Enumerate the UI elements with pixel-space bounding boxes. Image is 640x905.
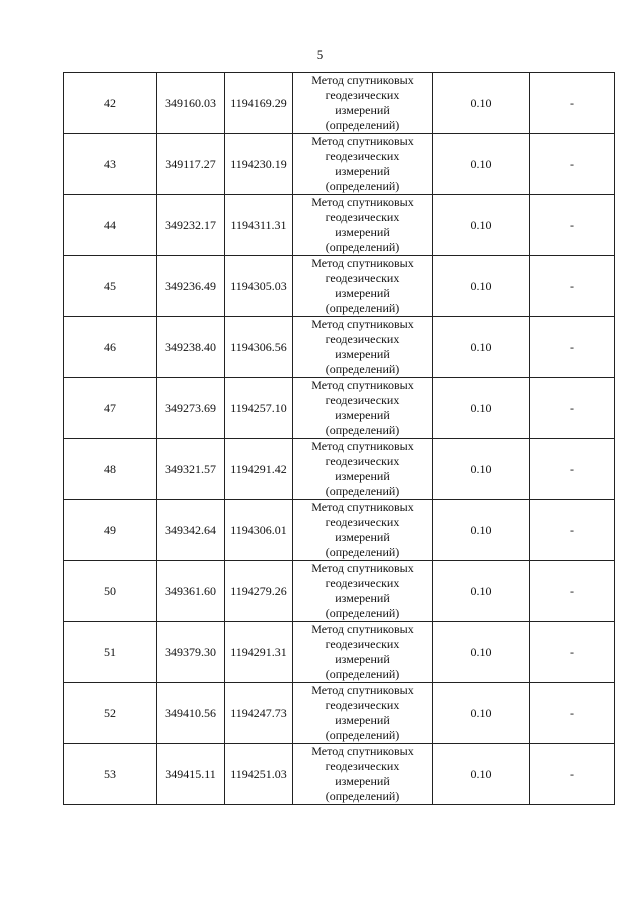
y-coordinate-cell: 1194251.03 <box>225 744 293 805</box>
method-line: геодезических <box>325 271 400 285</box>
point-number-cell: 48 <box>64 439 157 500</box>
x-coordinate-cell: 349117.27 <box>157 134 225 195</box>
description-cell: - <box>530 73 615 134</box>
method-line: измерений <box>335 225 390 239</box>
accuracy-cell: 0.10 <box>433 256 530 317</box>
method-line: Метод спутниковых <box>311 622 414 636</box>
method-cell <box>293 622 433 683</box>
method-line: Метод спутниковых <box>311 744 414 758</box>
accuracy-cell: 0.10 <box>433 73 530 134</box>
coordinates-table <box>63 72 615 805</box>
y-coordinate-cell: 1194305.03 <box>225 256 293 317</box>
method-line: измерений <box>335 469 390 483</box>
method-line: геодезических <box>325 515 400 529</box>
method-line: (определений) <box>325 240 400 254</box>
method-line: измерений <box>335 286 390 300</box>
table-row <box>64 500 615 561</box>
method-line: измерений <box>335 774 390 788</box>
method-line: (определений) <box>325 667 400 681</box>
method-line: измерений <box>335 652 390 666</box>
y-coordinate-cell: 1194230.19 <box>225 134 293 195</box>
method-cell <box>293 195 433 256</box>
point-number-cell: 42 <box>64 73 157 134</box>
point-number-cell: 47 <box>64 378 157 439</box>
method-cell <box>293 73 433 134</box>
description-cell: - <box>530 378 615 439</box>
method-cell <box>293 744 433 805</box>
point-number-cell: 49 <box>64 500 157 561</box>
accuracy-cell: 0.10 <box>433 195 530 256</box>
y-coordinate-cell: 1194257.10 <box>225 378 293 439</box>
description-cell: - <box>530 195 615 256</box>
method-line: измерений <box>335 530 390 544</box>
point-number-cell: 53 <box>64 744 157 805</box>
description-cell: - <box>530 500 615 561</box>
description-cell: - <box>530 256 615 317</box>
accuracy-cell: 0.10 <box>433 622 530 683</box>
accuracy-cell: 0.10 <box>433 683 530 744</box>
table-row <box>64 256 615 317</box>
point-number-cell: 50 <box>64 561 157 622</box>
method-line: (определений) <box>325 484 400 498</box>
x-coordinate-cell: 349342.64 <box>157 500 225 561</box>
y-coordinate-cell: 1194169.29 <box>225 73 293 134</box>
method-cell <box>293 439 433 500</box>
x-coordinate-cell: 349273.69 <box>157 378 225 439</box>
table-row <box>64 378 615 439</box>
x-coordinate-cell: 349160.03 <box>157 73 225 134</box>
method-line: (определений) <box>325 545 400 559</box>
table-row <box>64 134 615 195</box>
accuracy-cell: 0.10 <box>433 744 530 805</box>
description-cell: - <box>530 622 615 683</box>
method-line: (определений) <box>325 423 400 437</box>
y-coordinate-cell: 1194279.26 <box>225 561 293 622</box>
method-line: Метод спутниковых <box>311 500 414 514</box>
point-number-cell: 52 <box>64 683 157 744</box>
table-row <box>64 73 615 134</box>
method-line: геодезических <box>325 698 400 712</box>
description-cell: - <box>530 683 615 744</box>
point-number-cell: 43 <box>64 134 157 195</box>
x-coordinate-cell: 349361.60 <box>157 561 225 622</box>
x-coordinate-cell: 349415.11 <box>157 744 225 805</box>
method-cell <box>293 683 433 744</box>
table-row <box>64 683 615 744</box>
method-line: (определений) <box>325 362 400 376</box>
page-number: 5 <box>316 47 324 62</box>
y-coordinate-cell: 1194247.73 <box>225 683 293 744</box>
method-line: Метод спутниковых <box>311 73 414 87</box>
point-number-cell: 51 <box>64 622 157 683</box>
method-line: геодезических <box>325 454 400 468</box>
method-cell <box>293 317 433 378</box>
method-line: (определений) <box>325 728 400 742</box>
table-row <box>64 317 615 378</box>
method-cell <box>293 378 433 439</box>
description-cell: - <box>530 317 615 378</box>
accuracy-cell: 0.10 <box>433 378 530 439</box>
description-cell: - <box>530 439 615 500</box>
method-line: Метод спутниковых <box>311 317 414 331</box>
accuracy-cell: 0.10 <box>433 500 530 561</box>
method-cell <box>293 134 433 195</box>
table-row <box>64 439 615 500</box>
method-line: Метод спутниковых <box>311 195 414 209</box>
x-coordinate-cell: 349238.40 <box>157 317 225 378</box>
method-line: измерений <box>335 591 390 605</box>
method-line: (определений) <box>325 179 400 193</box>
method-line: геодезических <box>325 210 400 224</box>
method-line: измерений <box>335 103 390 117</box>
method-line: (определений) <box>325 301 400 315</box>
table-row <box>64 744 615 805</box>
point-number-cell: 45 <box>64 256 157 317</box>
method-line: Метод спутниковых <box>311 256 414 270</box>
method-line: (определений) <box>325 118 400 132</box>
y-coordinate-cell: 1194291.42 <box>225 439 293 500</box>
x-coordinate-cell: 349410.56 <box>157 683 225 744</box>
y-coordinate-cell: 1194311.31 <box>225 195 293 256</box>
method-line: геодезических <box>325 576 400 590</box>
accuracy-cell: 0.10 <box>433 439 530 500</box>
method-line: геодезических <box>325 393 400 407</box>
point-number-cell: 44 <box>64 195 157 256</box>
accuracy-cell: 0.10 <box>433 561 530 622</box>
method-line: (определений) <box>325 606 400 620</box>
x-coordinate-cell: 349236.49 <box>157 256 225 317</box>
method-line: измерений <box>335 347 390 361</box>
method-line: измерений <box>335 164 390 178</box>
method-line: геодезических <box>325 759 400 773</box>
method-line: Метод спутниковых <box>311 439 414 453</box>
coordinates-table-body <box>64 73 615 805</box>
method-line: геодезических <box>325 88 400 102</box>
method-cell <box>293 561 433 622</box>
description-cell: - <box>530 744 615 805</box>
method-line: геодезических <box>325 637 400 651</box>
table-row <box>64 561 615 622</box>
table-row <box>64 622 615 683</box>
method-line: измерений <box>335 713 390 727</box>
point-number-cell: 46 <box>64 317 157 378</box>
x-coordinate-cell: 349232.17 <box>157 195 225 256</box>
method-line: Метод спутниковых <box>311 561 414 575</box>
method-line: (определений) <box>325 789 400 803</box>
method-line: геодезических <box>325 332 400 346</box>
table-row <box>64 195 615 256</box>
method-line: Метод спутниковых <box>311 683 414 697</box>
x-coordinate-cell: 349321.57 <box>157 439 225 500</box>
accuracy-cell: 0.10 <box>433 317 530 378</box>
y-coordinate-cell: 1194306.56 <box>225 317 293 378</box>
accuracy-cell: 0.10 <box>433 134 530 195</box>
method-line: геодезических <box>325 149 400 163</box>
method-cell <box>293 256 433 317</box>
method-cell <box>293 500 433 561</box>
method-line: измерений <box>335 408 390 422</box>
method-line: Метод спутниковых <box>311 134 414 148</box>
x-coordinate-cell: 349379.30 <box>157 622 225 683</box>
description-cell: - <box>530 134 615 195</box>
y-coordinate-cell: 1194306.01 <box>225 500 293 561</box>
description-cell: - <box>530 561 615 622</box>
y-coordinate-cell: 1194291.31 <box>225 622 293 683</box>
method-line: Метод спутниковых <box>311 378 414 392</box>
